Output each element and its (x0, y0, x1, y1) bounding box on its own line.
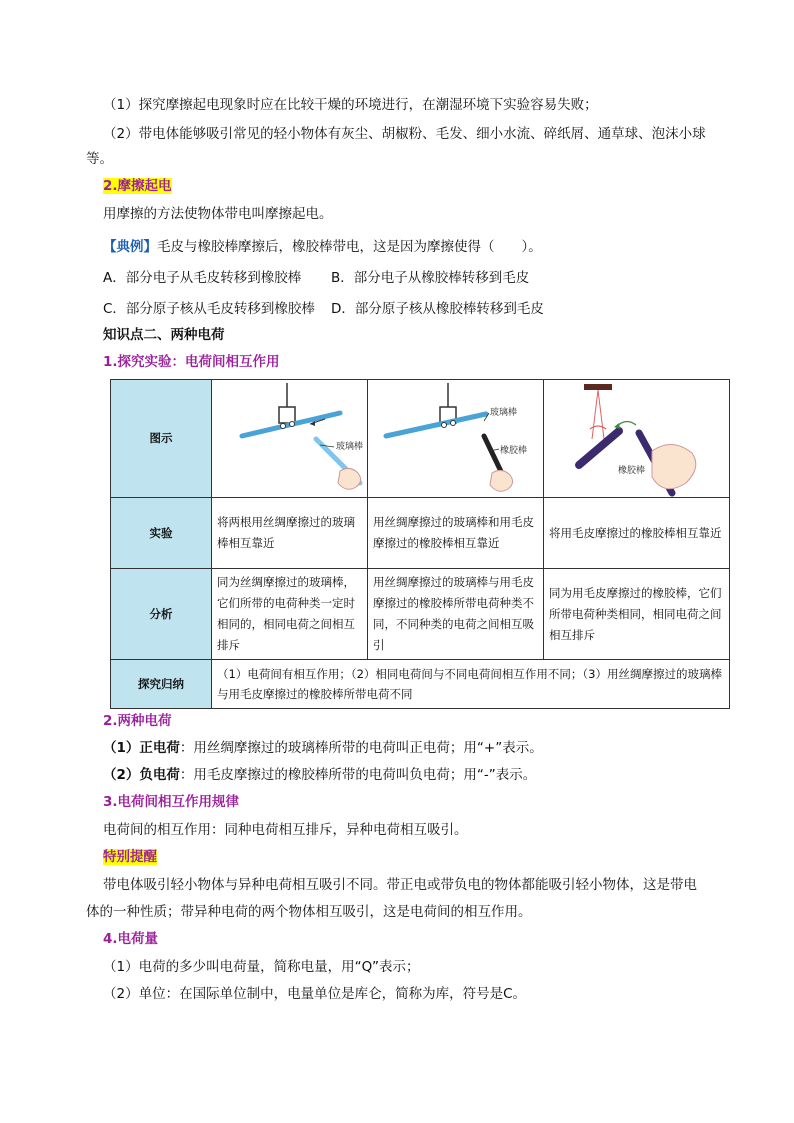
heading-friction: 2.摩擦起电 (103, 178, 172, 194)
analysis-cell-1: 同为丝绸摩擦过的玻璃棒，它们所带的电荷种类一定时相同的，相同电荷之间相互排斥 (212, 569, 368, 660)
experiment-cell-3: 将用毛皮摩擦过的橡胶棒相互靠近 (544, 498, 730, 569)
quantity-line-2: （2）单位：在国际单位制中，电量单位是库仑，简称为库，符号是C。 (103, 986, 527, 1002)
figure-label-glass-2: 玻璃棒 (490, 407, 518, 418)
option-b: B．部分电子从橡胶棒转移到毛皮 (331, 270, 530, 286)
figure-label-rubber-2: 橡胶棒 (618, 465, 646, 476)
law-text: 电荷间的相互作用：同种电荷相互排斥，异种电荷相互吸引。 (103, 822, 468, 838)
note-2-cont: 等。 (86, 151, 113, 167)
heading-two-charges: 2.两种电荷 (103, 713, 172, 729)
option-c: C．部分原子核从毛皮转移到橡胶棒 (103, 301, 315, 317)
analysis-cell-3: 同为用毛皮摩擦过的橡胶棒，它们所带电荷种类相同，相同电荷之间相互排斥 (544, 569, 730, 660)
note-2: （2）带电体能够吸引常见的轻小物体有灰尘、胡椒粉、毛发、细小水流、碎纸屑、通草球、泡沫小球 (103, 126, 706, 142)
row-label-analysis: 分析 (111, 569, 212, 660)
positive-charge: （1）正电荷：用丝绸摩擦过的玻璃棒所带的电荷叫正电荷；用“+”表示。 (103, 740, 543, 756)
conclusion-cell: （1）电荷间有相互作用；（2）相同电荷间与不同电荷间相互作用不同；（3）用丝绸摩擦过的玻璃棒与用毛皮摩擦过的橡胶棒所带电荷不同 (212, 660, 730, 709)
reminder-text-2: 体的一种性质；带异种电荷的两个物体相互吸引，这是电荷间的相互作用。 (86, 904, 532, 920)
figure-label-rubber: 橡胶棒 (500, 445, 528, 456)
figure-glass-rubber (368, 380, 544, 498)
analysis-cell-2: 用丝绸摩擦过的玻璃棒与用毛皮摩擦过的橡胶棒所带电荷种类不同，不同种类的电荷之间相互吸引 (368, 569, 544, 660)
knowledge-point-2-title: 知识点二、两种电荷 (103, 327, 225, 343)
heading-reminder: 特别提醒 (103, 849, 157, 865)
experiment-cell-2: 用丝绸摩擦过的玻璃棒和用毛皮摩擦过的橡胶棒相互靠近 (368, 498, 544, 569)
friction-definition: 用摩擦的方法使物体带电叫摩擦起电。 (103, 206, 333, 222)
row-label-conclusion: 探究归纳 (111, 660, 212, 709)
figure-glass-glass (212, 380, 368, 498)
note-1: （1）探究摩擦起电现象时应在比较干燥的环境进行，在潮湿环境下实验容易失败； (103, 97, 598, 113)
figure-rubber-rubber (544, 380, 730, 498)
option-a: A．部分电子从毛皮转移到橡胶棒 (103, 270, 302, 286)
reminder-text-1: 带电体吸引轻小物体与异种电荷相互吸引不同。带正电或带负电的物体都能吸引轻小物体，这是带电 (103, 877, 697, 893)
negative-charge: （2）负电荷：用毛皮摩擦过的橡胶棒所带的电荷叫负电荷；用“-”表示。 (103, 767, 537, 783)
option-d: D．部分原子核从橡胶棒转移到毛皮 (331, 301, 544, 317)
row-label-figure: 图示 (111, 380, 212, 498)
experiment-cell-1: 将两根用丝绸摩擦过的玻璃棒相互靠近 (212, 498, 368, 569)
example-label: 【典例】 (103, 239, 157, 255)
heading-experiment: 1.探究实验：电荷间相互作用 (103, 354, 280, 370)
quantity-line-1: （1）电荷的多少叫电荷量，简称电量，用“Q”表示； (103, 959, 420, 975)
row-label-experiment: 实验 (111, 498, 212, 569)
experiment-table (110, 379, 730, 709)
heading-law: 3.电荷间相互作用规律 (103, 794, 240, 810)
heading-quantity: 4.电荷量 (103, 931, 159, 947)
example-question: 【典例】毛皮与橡胶棒摩擦后，橡胶棒带电，这是因为摩擦使得（ ）。 (103, 239, 542, 255)
figure-label-glass: 玻璃棒 (336, 441, 364, 452)
